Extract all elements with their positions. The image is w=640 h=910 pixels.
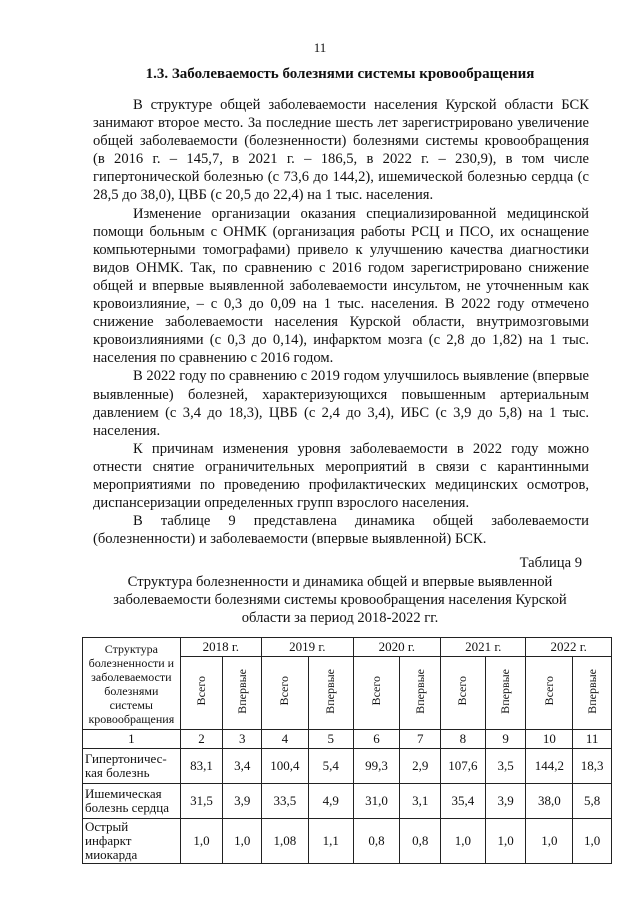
table-caption: Структура болезненности и динамика общей и впервые выявленной заболеваемости болезнями системы кровообращения населения Курской области за период 2018-2022 гг. [113, 574, 567, 626]
column-number: 10 [526, 730, 573, 749]
table-cell: 1,0 [180, 819, 223, 864]
table-cell: 5,4 [308, 749, 353, 784]
table-cell: 100,4 [262, 749, 309, 784]
table-cell: 83,1 [180, 749, 223, 784]
paragraph: В структуре общей заболеваемости населения Курской области БСК занимают второе место. За последние шесть лет зарегистрировано увеличение общей заболеваемости (болезненности) болезнями системы кровообращения (в 2016 г. – 145,7, в 2021 г. – 186,5, в 2022 г. – 230,9), в том числе гипертонической болезнью (с 73,6 до 144,2), ишемической болезнью сердца (с 28,5 до 38,0), ЦВБ (с 20,5 до 22,4) на 1 тыс. населения. [93, 97, 589, 204]
subheader-cell [400, 657, 441, 730]
table-cell: 1,0 [526, 819, 573, 864]
table-cell: 3,9 [485, 784, 526, 819]
table-cell: 3,9 [223, 784, 262, 819]
body-text [93, 96, 589, 548]
table-cell: 38,0 [526, 784, 573, 819]
table-row [83, 749, 612, 784]
table-cell: 1,0 [441, 819, 486, 864]
table-cell: 31,5 [180, 784, 223, 819]
table-cell: 18,3 [573, 749, 612, 784]
year-header: 2021 г. [441, 638, 526, 657]
table-cell: 3,5 [485, 749, 526, 784]
subheader-cell [485, 657, 526, 730]
year-header: 2022 г. [526, 638, 612, 657]
subheader-new: Впервые [323, 668, 338, 714]
table-cell: 1,0 [485, 819, 526, 864]
year-header: 2019 г. [262, 638, 354, 657]
table-header-row [83, 638, 612, 657]
subheader-new: Впервые [584, 668, 599, 714]
table-cell: 31,0 [353, 784, 400, 819]
structure-header: Структура болезненности и заболеваемости болезнями системы кровообращения [83, 638, 181, 730]
subheader-new: Впервые [234, 668, 249, 714]
column-number: 8 [441, 730, 486, 749]
table-cell: 1,1 [308, 819, 353, 864]
subheader-new: Впервые [412, 668, 427, 714]
page-number: 11 [313, 40, 327, 55]
subheader-cell [180, 657, 223, 730]
subheader-total: Всего [277, 676, 292, 706]
subheader-cell [573, 657, 612, 730]
column-number: 2 [180, 730, 223, 749]
table-cell: 144,2 [526, 749, 573, 784]
subheader-cell [353, 657, 400, 730]
paragraph: К причинам изменения уровня заболеваемости в 2022 году можно отнести снятие ограничительных мероприятий в связи с карантинными мероприятиями по проведению профилактических медицинских осмотров, диспансеризации определенных групп взрослого населения. [93, 440, 589, 512]
column-number: 7 [400, 730, 441, 749]
table-cell: 1,0 [223, 819, 262, 864]
table-cell: 35,4 [441, 784, 486, 819]
table-cell: 2,9 [400, 749, 441, 784]
table-cell: 0,8 [353, 819, 400, 864]
table-cell: 3,1 [400, 784, 441, 819]
subheader-total: Всего [194, 676, 209, 706]
table-cell: 5,8 [573, 784, 612, 819]
row-label: Ишемическая болезнь сердца [83, 784, 181, 819]
table-cell: 3,4 [223, 749, 262, 784]
column-number: 6 [353, 730, 400, 749]
row-label: Гипертоничес-кая болезнь [83, 749, 181, 784]
year-header: 2020 г. [353, 638, 440, 657]
table-cell: 99,3 [353, 749, 400, 784]
subheader-cell [526, 657, 573, 730]
subheader-new: Впервые [498, 668, 513, 714]
subheader-total: Всего [368, 676, 383, 706]
table-cell: 4,9 [308, 784, 353, 819]
table-cell: 1,08 [262, 819, 309, 864]
subheader-cell [441, 657, 486, 730]
table-cell: 107,6 [441, 749, 486, 784]
table-cell: 33,5 [262, 784, 309, 819]
paragraph: В 2022 году по сравнению с 2019 годом улучшилось выявление (впервые выявленные) болезней, характеризующихся повышенным артериальным давлением (с 3,4 до 18,3), ЦВБ (с 2,4 до 3,4), ИБС (с 3,9 до 5,8) на 1 тыс. населения. [93, 368, 589, 439]
subheader-cell [262, 657, 309, 730]
table-label: Таблица 9 [519, 555, 582, 571]
paragraph: В таблице 9 представлена динамика общей заболеваемости (болезненности) и заболеваемости (впервые выявленной) БСК. [93, 513, 589, 548]
column-number: 11 [573, 730, 612, 749]
paragraph: Изменение организации оказания специализированной медицинской помощи больным с ОНМК (организация работы РСЦ и ПСО, их оснащение компьютерными томографами) привело к улучшению качества диагностики видов ОНМК. Так, по сравнению с 2016 годом зарегистрировано снижение общей и впервые выявленной заболеваемости инсультом, не уточненным как кровоизлияние, – с 0,3 до 0,09 на 1 тыс. населения. В 2022 году отмечено снижение заболеваемости населения Курской области, внутримозговыми кровоизлияниями (с 0,3 до 0,14), инфарктом мозга (с 2,8 до 1,82) на 1 тыс. населения по сравнению с 2016 годом. [93, 205, 589, 367]
column-number: 3 [223, 730, 262, 749]
column-number: 5 [308, 730, 353, 749]
row-label: Острый инфаркт миокарда [83, 819, 181, 864]
year-header: 2018 г. [180, 638, 261, 657]
column-number: 9 [485, 730, 526, 749]
table-cell: 1,0 [573, 819, 612, 864]
data-table [82, 637, 612, 864]
subheader-total: Всего [455, 676, 470, 706]
table-row [83, 819, 612, 864]
column-number-row [83, 730, 612, 749]
subheader-total: Всего [541, 676, 556, 706]
subheader-cell [308, 657, 353, 730]
subheader-cell [223, 657, 262, 730]
table-row [83, 784, 612, 819]
column-number: 1 [83, 730, 181, 749]
section-title: 1.3. Заболеваемость болезнями системы кровообращения [145, 66, 535, 82]
table-cell: 0,8 [400, 819, 441, 864]
column-number: 4 [262, 730, 309, 749]
